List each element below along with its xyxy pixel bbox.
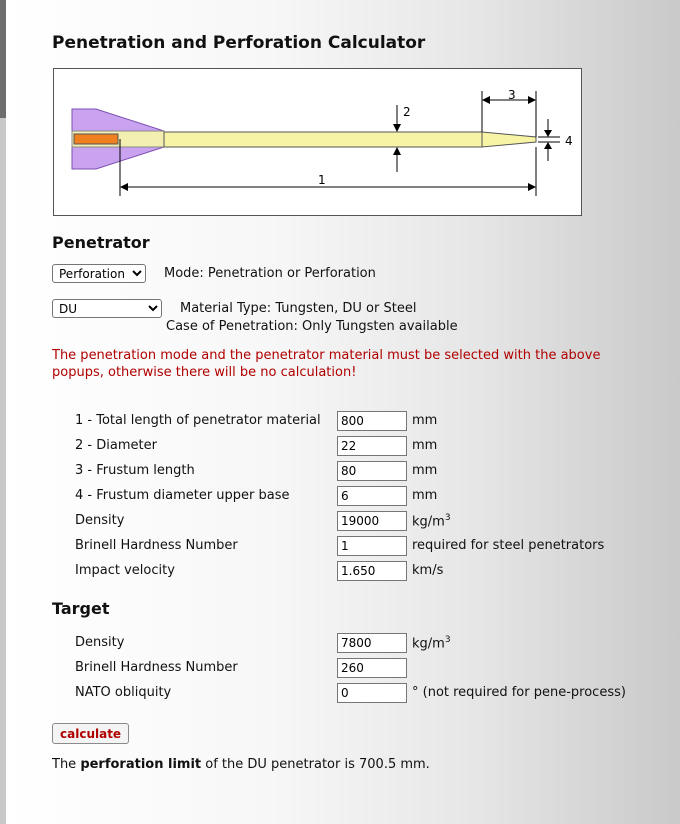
field-label: Brinell Hardness Number xyxy=(75,538,238,553)
left-edge-bar-dark xyxy=(0,0,6,118)
tracer xyxy=(74,134,118,144)
mode-select[interactable] xyxy=(52,264,146,283)
field-label: Density xyxy=(75,635,125,650)
dimension-label-1: 1 xyxy=(318,173,326,187)
target-hardness-input[interactable] xyxy=(337,658,407,678)
result-suffix: of the DU penetrator is 700.5 mm. xyxy=(201,757,430,772)
material-note-secondary: Case of Penetration: Only Tungsten available xyxy=(166,319,458,334)
obliquity-input[interactable] xyxy=(337,683,407,703)
penetrator-heading: Penetrator xyxy=(52,233,150,252)
field-unit-sup: 3 xyxy=(444,513,451,523)
rod-body xyxy=(164,132,482,147)
diameter-input[interactable] xyxy=(337,436,407,456)
calculate-button[interactable]: calculate xyxy=(52,723,129,744)
rear-fin-top xyxy=(72,109,164,131)
material-select[interactable] xyxy=(52,299,162,318)
dimension-label-3: 3 xyxy=(508,88,516,102)
field-unit-sup: 3 xyxy=(444,635,451,645)
penetrator-density-input[interactable] xyxy=(337,511,407,531)
frustum-diameter-input[interactable] xyxy=(337,486,407,506)
field-unit xyxy=(412,635,451,651)
left-edge-bar xyxy=(0,0,6,824)
field-label: Impact velocity xyxy=(75,563,175,578)
field-label: Brinell Hardness Number xyxy=(75,660,238,675)
target-density-input[interactable] xyxy=(337,633,407,653)
field-unit: mm xyxy=(412,413,438,428)
rear-fin-bottom xyxy=(72,147,164,169)
field-label: 3 - Frustum length xyxy=(75,463,195,478)
field-unit: km/s xyxy=(412,563,444,578)
field-label: 1 - Total length of penetrator material xyxy=(75,413,321,428)
penetrator-diagram xyxy=(53,68,582,216)
frustum-length-input[interactable] xyxy=(337,461,407,481)
field-label: 2 - Diameter xyxy=(75,438,157,453)
field-label: Density xyxy=(75,513,125,528)
dimension-label-2: 2 xyxy=(403,105,411,119)
material-note: Material Type: Tungsten, DU or Steel xyxy=(180,301,417,316)
field-unit xyxy=(412,513,451,529)
field-unit: ° (not required for pene-process) xyxy=(412,685,626,700)
field-unit: required for steel penetrators xyxy=(412,538,605,553)
total-length-input[interactable] xyxy=(337,411,407,431)
penetrator-diagram-svg xyxy=(54,69,581,215)
impact-velocity-input[interactable] xyxy=(337,561,407,581)
field-unit: mm xyxy=(412,438,438,453)
field-unit: mm xyxy=(412,463,438,478)
field-unit: mm xyxy=(412,488,438,503)
field-unit-base: kg/m xyxy=(412,514,445,530)
field-unit-base: kg/m xyxy=(412,636,445,652)
dimension-label-4: 4 xyxy=(565,134,573,148)
field-label: NATO obliquity xyxy=(75,685,172,700)
frustum xyxy=(482,132,536,147)
page-title: Penetration and Perforation Calculator xyxy=(52,33,426,53)
target-heading: Target xyxy=(52,599,110,618)
field-label: 4 - Frustum diameter upper base xyxy=(75,488,290,503)
penetrator-hardness-input[interactable] xyxy=(337,536,407,556)
result-prefix: The xyxy=(52,757,81,772)
mode-note: Mode: Penetration or Perforation xyxy=(164,266,376,281)
selection-warning: The penetration mode and the penetrator material must be selected with the above popups, otherwise there will be no calculation! xyxy=(52,348,601,380)
result-emphasis: perforation limit xyxy=(80,757,202,772)
result-text xyxy=(52,757,430,772)
